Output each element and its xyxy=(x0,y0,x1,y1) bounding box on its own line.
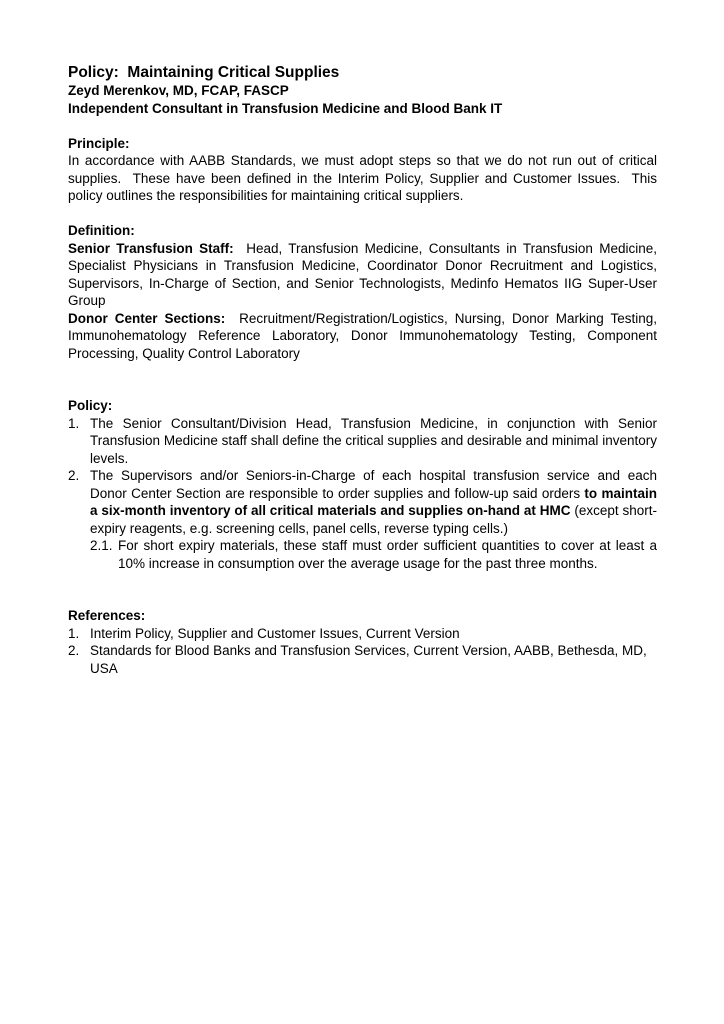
definition-term-donor-center-sections xyxy=(68,310,657,363)
reference-item-number: 1. xyxy=(68,625,80,641)
reference-item-2 xyxy=(68,642,657,677)
definition-heading: Definition: xyxy=(68,223,135,238)
document-content xyxy=(68,64,657,677)
reference-item-text: Standards for Blood Banks and Transfusion Services, Current Version, AABB, Bethesda, MD, USA xyxy=(90,643,647,676)
principle-heading: Principle: xyxy=(68,135,130,151)
policy-sub-item-number: 2.1. xyxy=(90,538,113,553)
reference-item-text: Interim Policy, Supplier and Customer Issues, Current Version xyxy=(90,625,460,641)
definition-term-text: Head, Transfusion Medicine, Consultants in Transfusion Medicine, Specialist Physicians in Transfusion Medicine, Coordinator Donor Recruitment and Logistics, Supervisors, In-Charge of Section, and Senior Technologists, Medinfo Hematos IIG Super-User Group xyxy=(68,240,657,308)
definition-term-senior-transfusion-staff xyxy=(68,240,657,310)
reference-item-1 xyxy=(68,625,657,643)
policy-item-1 xyxy=(68,415,657,468)
references-heading: References: xyxy=(68,608,146,623)
policy-item-text: The Supervisors and/or Seniors-in-Charge of each hospital transfusion service and each Donor Center Section are responsible to order supplies and follow-up said orders xyxy=(90,468,657,501)
policy-heading: Policy: xyxy=(68,398,113,413)
policy-item-text: (except short-expiry reagents, e.g. screening cells, panel cells, reverse typing cells.) xyxy=(90,503,658,536)
policy-item-number: 1. xyxy=(68,415,80,431)
definition-section xyxy=(68,222,657,362)
document-title: Policy: Maintaining Critical Supplies xyxy=(68,64,340,81)
definition-term-text: Recruitment/Registration/Logistics, Nursing, Donor Marking Testing, Immunohematology Reference Laboratory, Donor Immunohematology Testing, Component Processing, Quality Control Laboratory xyxy=(68,310,657,361)
references-section xyxy=(68,607,657,677)
policy-item-bold-text: to maintain a six-month inventory of all critical materials and supplies on-hand at HMC xyxy=(90,485,657,518)
definition-term-label: Donor Center Sections: xyxy=(68,310,226,326)
principle-body: In accordance with AABB Standards, we must adopt steps so that we do not run out of critical supplies. These have been defined in the Interim Policy, Supplier and Customer Issues. This policy outlines the responsibilities for maintaining critical suppliers. xyxy=(68,153,657,203)
policy-item-text: The Senior Consultant/Division Head, Transfusion Medicine, in conjunction with Senior Transfusion Medicine staff shall define the critical supplies and desirable and minimal inventory levels. xyxy=(90,415,657,466)
policy-sub-item-2-1 xyxy=(90,537,657,572)
document-author: Zeyd Merenkov, MD, FCAP, FASCP xyxy=(68,83,289,98)
document-author-role: Independent Consultant in Transfusion Medicine and Blood Bank IT xyxy=(68,100,503,116)
reference-item-number: 2. xyxy=(68,643,80,658)
policy-item-2 xyxy=(68,467,657,537)
policy-item-number: 2. xyxy=(68,468,80,483)
policy-section xyxy=(68,397,657,572)
policy-sub-item-text: For short expiry materials, these staff must order sufficient quantities to cover at least a 10% increase in consumption over the average usage for the past three months. xyxy=(118,538,657,571)
definition-term-label: Senior Transfusion Staff: xyxy=(68,240,234,256)
principle-section xyxy=(68,135,657,205)
